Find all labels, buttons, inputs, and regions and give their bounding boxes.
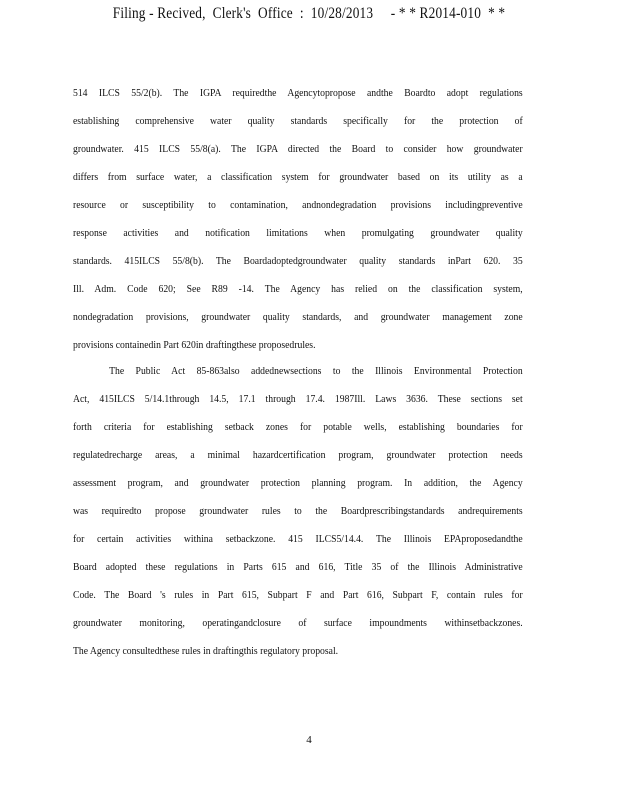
paragraph-line: groundwater monitoring, operatingandclosure of surface impoundments withinsetbackzones. (73, 617, 523, 629)
paragraph-line: The Public Act 85-863also addednewsections to the Illinois Environmental Protection (109, 365, 523, 377)
paragraph-line: groundwater. 415 ILCS 55/8(a). The IGPA directed the Board to consider how groundwater (73, 143, 523, 155)
paragraph-line: assessment program, and groundwater protection planning program. In addition, the Agency (73, 477, 523, 489)
paragraph-line: resource or susceptibility to contamination, andnondegradation provisions includingpreventive (73, 199, 523, 211)
paragraph-line: 514 ILCS 55/2(b). The IGPA requiredthe Agencytopropose andthe Boardto adopt regulations (73, 87, 523, 99)
paragraph-line: was requiredto propose groundwater rules to the Boardprescribingstandards andrequirements (73, 505, 523, 517)
paragraph-line: response activities and notification limitations when promulgating groundwater quality (73, 227, 523, 239)
paragraph-line: regulatedrecharge areas, a minimal hazardcertification program, groundwater protection needs (73, 449, 523, 461)
paragraph-line: Act, 415ILCS 5/14.1through 14.5, 17.1 through 17.4. 1987Ill. Laws 3636. These sections set (73, 393, 523, 405)
paragraph-line: establishing comprehensive water quality standards specifically for the protection of (73, 115, 523, 127)
paragraph-2 (73, 357, 523, 665)
page-number: 4 (306, 734, 312, 746)
paragraph-line: standards. 415ILCS 55/8(b). The Boardadoptedgroundwater quality standards inPart 620. 35 (73, 255, 523, 267)
paragraph-1 (73, 79, 523, 359)
paragraph-line: nondegradation provisions, groundwater quality standards, and groundwater management zone (73, 311, 523, 323)
paragraph-line: differs from surface water, a classification system for groundwater based on its utility as a (73, 171, 523, 183)
paragraph-line: The Agency consultedthese rules in draftingthis regulatory proposal. (73, 645, 339, 657)
paragraph-line: for certain activities withina setbackzone. 415 ILCS5/14.4. The Illinois EPAproposedandthe (73, 533, 523, 545)
paragraph-line: Code. The Board 's rules in Part 615, Subpart F and Part 616, Subpart F, contain rules for (73, 589, 523, 601)
filing-header: Filing - Recived, Clerk's Office : 10/28/2013 - * * R2014-010 * * (112, 5, 506, 22)
paragraph-line: Board adopted these regulations in Parts 615 and 616, Title 35 of the Illinois Administrative (73, 561, 523, 573)
paragraph-line: forth criteria for establishing setback zones for potable wells, establishing boundaries for (73, 421, 523, 433)
paragraph-line: provisions containedin Part 620in draftingthese proposedrules. (73, 339, 316, 351)
paragraph-line: Ill. Adm. Code 620; See R89 -14. The Agency has relied on the classification system, (73, 283, 523, 295)
